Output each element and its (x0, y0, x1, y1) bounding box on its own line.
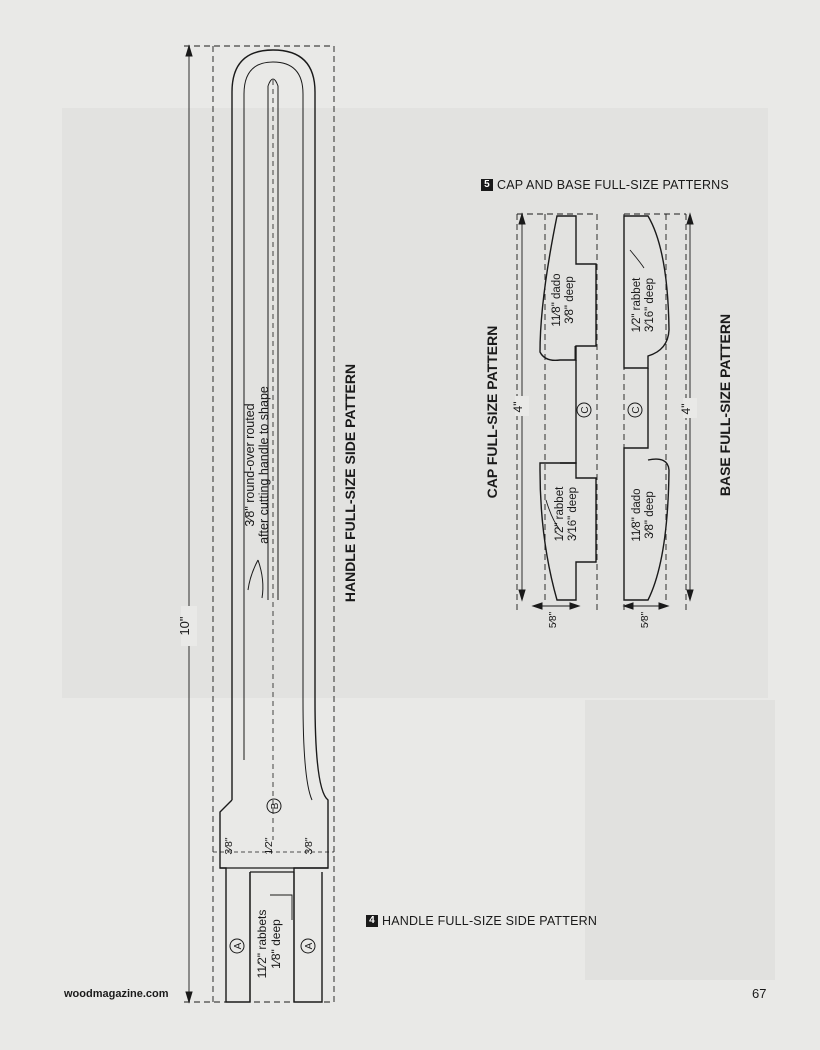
base-title: BASE FULL-SIZE PATTERN (717, 313, 733, 497)
roundover-note-line2: after cutting handle to shape (257, 386, 271, 544)
base-width-dimension (624, 603, 668, 609)
figure5-number: 5 (481, 179, 493, 191)
footer-site: woodmagazine.com (64, 988, 169, 1000)
cap-dado-line1: 11⁄8" dado (551, 273, 563, 327)
handle-length-dimension (186, 46, 192, 1002)
figure5-title (481, 178, 729, 192)
cap-width-label: 5⁄8" (548, 611, 559, 629)
rabbet-note-line1: 11⁄2" rabbets (255, 909, 269, 979)
rabbet-note-line2: 1⁄8" deep (269, 919, 283, 969)
figure5-title-text: CAP AND BASE FULL-SIZE PATTERNS (497, 178, 729, 192)
part-a-label-right: A (304, 942, 315, 950)
handle-outline (220, 50, 328, 1002)
rabbet-leader (270, 895, 292, 920)
base-part-c-label: C (631, 406, 642, 414)
handle-length-label: 10" (177, 616, 192, 636)
figure4-title (366, 914, 597, 928)
cap-title: CAP FULL-SIZE PATTERN (484, 325, 500, 499)
cap-part-c-label: C (580, 406, 591, 414)
cap-rabbet-line2: 3⁄16" deep (567, 487, 579, 541)
roundover-leader (258, 560, 263, 598)
base-rabbet-line1: 1⁄2" rabbet (631, 277, 643, 333)
handle-side-title: HANDLE FULL-SIZE SIDE PATTERN (342, 363, 358, 603)
part-b-label: B (270, 802, 281, 810)
cap-dado-line2: 3⁄8" deep (564, 276, 576, 324)
cap-width-dimension (533, 603, 579, 609)
cap-rabbet-line1: 1⁄2" rabbet (554, 486, 566, 542)
roundover-note-line1: 3⁄8" round-over routed (243, 403, 257, 527)
base-dado-line2: 3⁄8" deep (644, 491, 656, 539)
figure4-title-text: HANDLE FULL-SIZE SIDE PATTERN (382, 914, 598, 928)
dim-mid-label: 1⁄2" (263, 837, 275, 855)
dim-right-label: 3⁄8" (303, 837, 315, 855)
base-rabbet-line2: 3⁄16" deep (644, 278, 656, 332)
page-number: 67 (752, 986, 767, 1001)
base-width-label: 5⁄8" (640, 611, 651, 629)
base-dado-line1: 11⁄8" dado (631, 488, 643, 542)
base-length-label: 4" (679, 403, 693, 415)
dim-left-label: 3⁄8" (223, 837, 235, 855)
figure4-number: 4 (366, 915, 378, 927)
part-a-label-left: A (233, 942, 244, 950)
cap-length-label: 4" (511, 401, 525, 413)
